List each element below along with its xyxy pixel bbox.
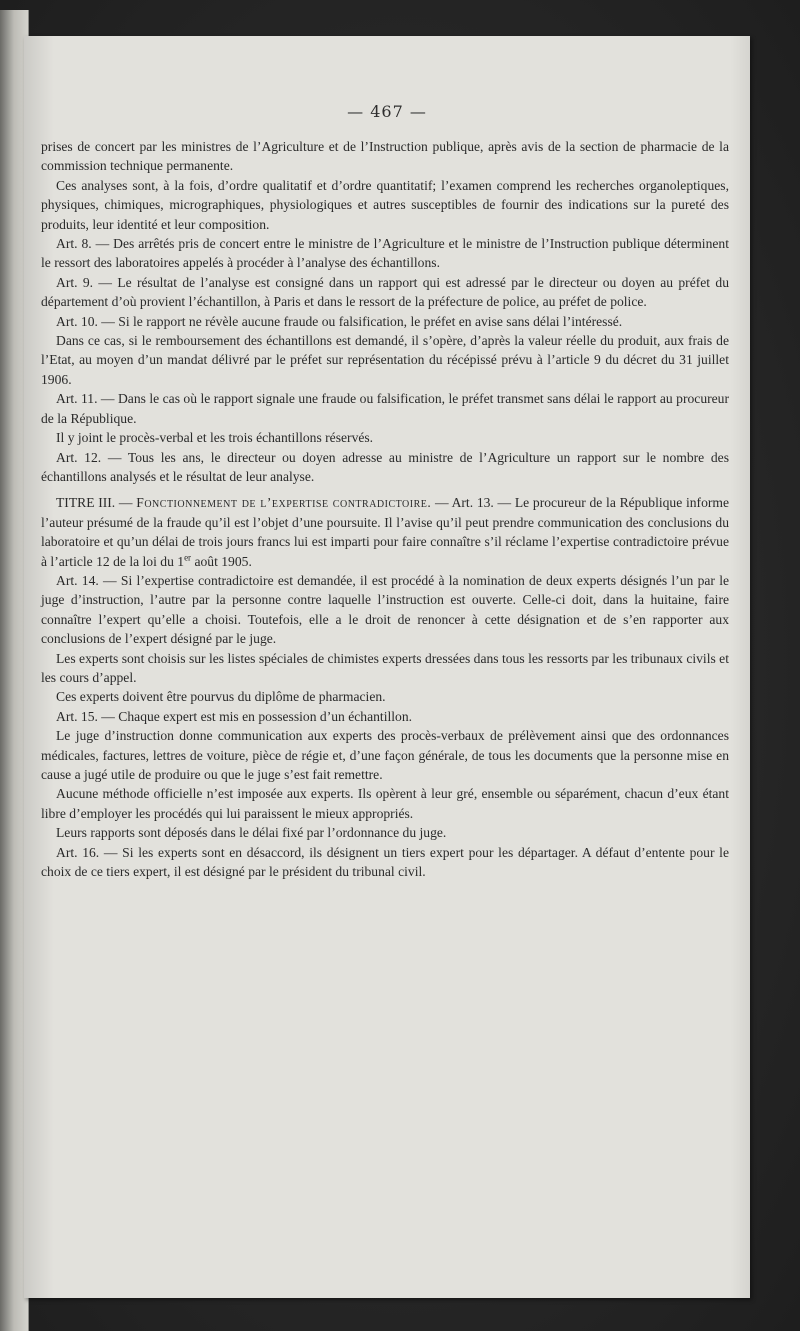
paragraph-p12: Les experts sont choisis sur les listes spéciales de chimistes experts dressées dans tous les ressorts par les tribunaux civils et les cours d’appel. [41, 650, 729, 685]
page-number: — 467 — [347, 102, 427, 121]
paragraph-p9: Art. 12. — Tous les ans, le directeur ou doyen adresse au ministre de l’Agriculture un rapport sur le nombre des échantillons analysés et le résultat de leur analyse. [41, 449, 729, 484]
paragraph-p1: prises de concert par les ministres de l’Agriculture et de l’Instruction publique, après avis de la section de pharmacie de la commission technique permanente. [41, 139, 729, 174]
section-heading: Fonctionnement de l’expertise contradictoire. [136, 495, 432, 511]
document-page [24, 36, 750, 1298]
paragraph-p10 [41, 493, 729, 571]
paragraph-p17: Leurs rapports sont déposés dans le délai fixé par l’ordonnance du juge. [56, 825, 447, 841]
paragraph-p6: Dans ce cas, si le remboursement des échantillons est demandé, il s’opère, d’après la valeur réelle du produit, aux frais de l’Etat, au moyen d’un mandat délivré par le préfet sur représentation du récépissé prévu à l’article 9 du décret du 31 juillet 1906. [41, 333, 729, 387]
paragraph-p16: Aucune méthode officielle n’est imposée aux experts. Ils opèrent à leur gré, ensemble ou séparément, chacun d’eux étant libre d’employer les procédés qui lui paraissent le mieux appropriés. [41, 786, 729, 821]
titre-label: TITRE III. — [56, 495, 137, 511]
paragraph-p10-tail: août 1905. [191, 553, 252, 569]
paragraph-p5: Art. 10. — Si le rapport ne révèle aucune fraude ou falsification, le préfet en avise sans délai l’intéressé. [56, 313, 623, 329]
paragraph-p2: Ces analyses sont, à la fois, d’ordre qualitatif et d’ordre quantitatif; l’examen comprend les recherches organoleptiques, physiques, chimiques, micrographiques, physiologiques et autres susceptibles de fournir des indications sur la pureté des produits, leur identité et leur composition. [41, 177, 729, 232]
paragraph-p3: Art. 8. — Des arrêtés pris de concert entre le ministre de l’Agriculture et le ministre de l’Instruction publique déterminent le ressort des laboratoires appelés à procéder à l’analyse des échantillons. [41, 236, 729, 271]
paragraph-p4: Art. 9. — Le résultat de l’analyse est consigné dans un rapport qui est adressé par le directeur ou doyen au préfet du département d’où provient l’échantillon, à Paris et dans le ressort de la préfecture de police, au préfet de police. [41, 274, 729, 310]
paragraph-p8: Il y joint le procès-verbal et les trois échantillons réservés. [56, 430, 374, 446]
paragraph-p18: Art. 16. — Si les experts sont en désaccord, ils désignent un tiers expert pour les départager. A défaut d’entente pour le choix de ce tiers expert, il est désigné par le président du tribunal civil. [41, 844, 729, 880]
paragraph-p13: Ces experts doivent être pourvus du diplôme de pharmacien. [56, 689, 386, 705]
body-text [41, 137, 729, 881]
superscript-er: er [184, 552, 192, 562]
paragraph-p7: Art. 11. — Dans le cas où le rapport signale une fraude ou falsification, le préfet transmet sans délai le rapport au procureur de la République. [41, 391, 729, 426]
paragraph-p14: Art. 15. — Chaque expert est mis en possession d’un échantillon. [56, 708, 413, 724]
paragraph-p15: Le juge d’instruction donne communication aux experts des procès-verbaux de prélèvement ainsi que des ordonnances médicales, factures, lettres de voiture, pièce de régie et, d’une façon générale, de tous les documents que la personne mise en cause a jugé utile de produire ou que le juge s’est fait remettre. [41, 728, 729, 782]
paragraph-p11: Art. 14. — Si l’expertise contradictoire est demandée, il est procédé à la nomination de deux experts désignés l’un par le juge d’instruction, l’autre par la personne contre laquelle l’instruction est ouverte. Celle-ci doit, dans la huitaine, faire connaître l’expert qu’elle a choisi. Toutefois, elle a le droit de renoncer à cette désignation et de s’en rapporter aux conclusions de l’expert désigné par le juge. [41, 572, 729, 647]
paragraph-p10-text: — Art. 13. — Le procureur de la République informe l’auteur présumé de la fraude qu’il est l’objet d’une poursuite. Il l’avise qu’il peut prendre communication des conclusions du laboratoire et qu’un délai de trois jours francs lui est imparti pour faire connaître s’il réclame l’expertise contradictoire prévue à l’article 12 de la loi du 1 [41, 495, 730, 569]
